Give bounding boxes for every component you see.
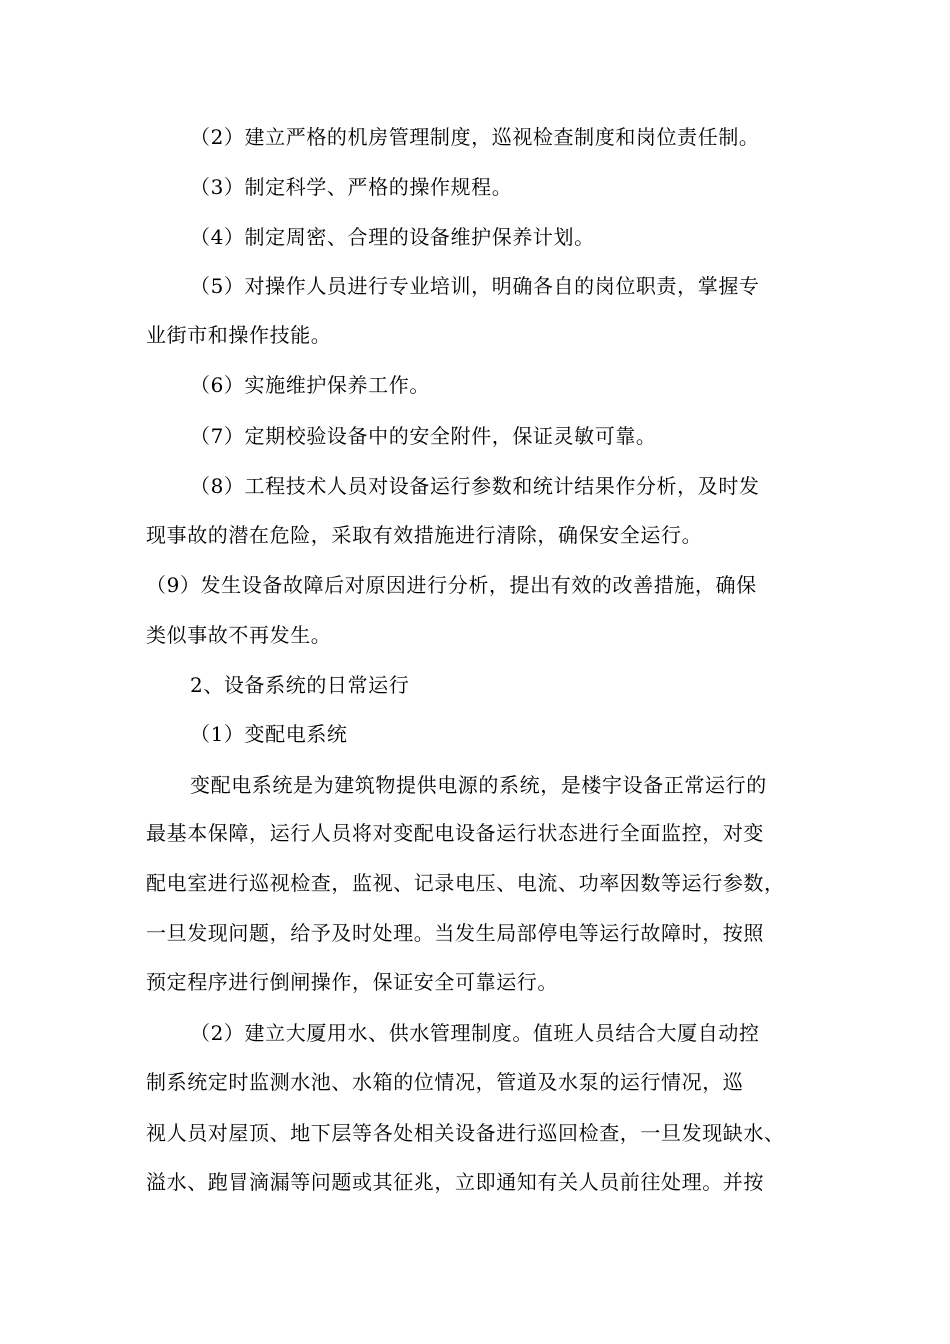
text-line-9: 现事故的潜在危险，采取有效措施进行清除，确保安全运行。 <box>146 523 703 547</box>
text-line-18: 预定程序进行倒闸操作，保证安全可靠运行。 <box>146 970 558 994</box>
text-line-3: （4）制定周密、合理的设备维护保养计划。 <box>190 225 595 249</box>
text-line-14: 变配电系统是为建筑物提供电源的系统，是楼宇设备正常运行的 <box>190 773 767 797</box>
text-line-13: （1）变配电系统 <box>190 722 348 746</box>
text-line-21: 视人员对屋顶、地下层等各处相关设备进行巡回检查，一旦发现缺水、 <box>146 1121 785 1145</box>
text-line-4: （5）对操作人员进行专业培训，明确各自的岗位职责，掌握专 <box>190 274 760 298</box>
text-line-8: （8）工程技术人员对设备运行参数和统计结果作分析，及时发 <box>190 474 760 498</box>
text-line-22: 溢水、跑冒滴漏等问题或其征兆，立即通知有关人员前往处理。并按 <box>146 1170 764 1194</box>
text-line-1: （2）建立严格的机房管理制度，巡视检查制度和岗位责任制。 <box>190 125 760 149</box>
text-line-7: （7）定期校验设备中的安全附件，保证灵敏可靠。 <box>190 424 657 448</box>
text-line-12: 2、设备系统的日常运行 <box>190 673 410 697</box>
text-line-17: 一旦发现问题，给予及时处理。当发生局部停电等运行故障时，按照 <box>146 921 764 945</box>
text-line-20: 制系统定时监测水池、水箱的位情况，管道及水泵的运行情况，巡 <box>146 1070 744 1094</box>
text-line-5: 业街市和操作技能。 <box>146 323 332 347</box>
text-line-2: （3）制定科学、严格的操作规程。 <box>190 175 513 199</box>
text-line-6: （6）实施维护保养工作。 <box>190 373 430 397</box>
text-line-15: 最基本保障，运行人员将对变配电设备运行状态进行全面监控，对变 <box>146 821 764 845</box>
text-line-19: （2）建立大厦用水、供水管理制度。值班人员结合大厦自动控 <box>190 1021 760 1045</box>
text-line-10: （9）发生设备故障后对原因进行分析，提出有效的改善措施，确保 <box>146 573 757 597</box>
text-line-11: 类似事故不再发生。 <box>146 623 332 647</box>
text-line-16: 配电室进行巡视检查，监视、记录电压、电流、功率因数等运行参数， <box>146 871 785 895</box>
